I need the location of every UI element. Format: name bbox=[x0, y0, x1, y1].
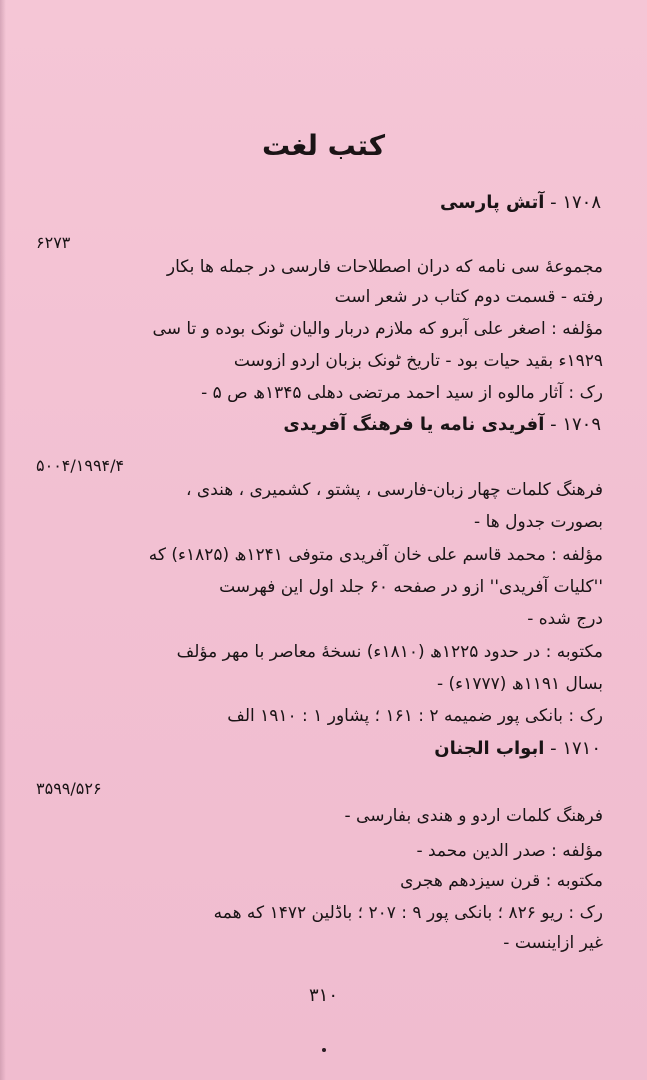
entry-text-line: ۱۹۲۹ء بقید حیات بود - تاریخ ٹونک بزبان اردو ازوست bbox=[233, 351, 603, 371]
entry-text-line: مؤلفه : اصغر علی آبرو که ملازم دربار والیان ٹونک بوده و تا سی bbox=[152, 319, 603, 339]
entry-text-line: رفته - قسمت دوم کتاب در شعر است bbox=[334, 287, 603, 307]
entry-reference-number: ۳۵۹۹/۵۲۶ bbox=[36, 779, 102, 798]
entry-heading bbox=[434, 736, 601, 762]
entry-text-line: رک : بانکی پور ضمیمه ۲ : ۱۶۱ ؛ پشاور ۱ : ۱۹۱۰ الف bbox=[227, 706, 603, 726]
entry-text-line: مجموعهٔ سی نامه که دران اصطلاحات فارسی در جمله ها بکار bbox=[166, 257, 603, 277]
entry-text-line: بسال ۱۱۹۱ھ (۱۷۷۷ء) - bbox=[437, 674, 603, 694]
entry-name: ابواب الجنان bbox=[434, 738, 545, 759]
page-number: ۳۱۰ bbox=[308, 985, 338, 1006]
entry-text-line: مؤلفه : محمد قاسم علی خان آفریدی متوفی ۱۲۴۱ھ (۱۸۲۵ء) که bbox=[148, 545, 603, 565]
entry-text-line: بصورت جدول ها - bbox=[474, 512, 603, 532]
entry-name: آفریدی نامه یا فرهنگ آفریدی bbox=[283, 414, 545, 435]
entry-reference-number: ۵۰۰۴/۱۹۹۴/۴ bbox=[36, 456, 125, 475]
entry-number: ۱۷۰۹ - bbox=[550, 414, 601, 435]
entry-text-line: مکتوبه : در حدود ۱۲۲۵ھ (۱۸۱۰ء) نسخهٔ معاصر با مهر مؤلف bbox=[176, 642, 603, 662]
entry-name: آتش پارسی bbox=[439, 192, 545, 213]
entry-text-line: مؤلفه : صدر الدین محمد - bbox=[416, 841, 603, 861]
entry-text-line: غیر ازاینست - bbox=[503, 933, 603, 953]
entry-number: ۱۷۰۸ - bbox=[550, 192, 601, 213]
entry-text-line: مکتوبه : قرن سیزدهم هجری bbox=[400, 871, 603, 891]
entry-text-line: درج شده - bbox=[527, 609, 603, 629]
ink-speck bbox=[322, 1048, 326, 1052]
entry-text-line: رک : آثار مالوه از سید احمد مرتضی دهلی ۱۳۴۵ھ ص ۵ - bbox=[201, 383, 603, 403]
entry-heading bbox=[440, 190, 601, 216]
page-title: کتب لغت bbox=[261, 129, 386, 162]
entry-reference-number: ۶۲۷۳ bbox=[36, 233, 71, 252]
entry-number: ۱۷۱۰ - bbox=[550, 738, 601, 759]
entry-text-line: فرهنگ کلمات اردو و هندی بفارسی - bbox=[344, 806, 603, 826]
entry-text-line: فرهنگ کلمات چهار زبان-فارسی ، پشتو ، کشمیری ، هندی ، bbox=[186, 480, 603, 500]
entry-text-line: رک : ریو ۸۲۶ ؛ بانکی پور ۹ : ۲۰۷ ؛ باڈلین ۱۴۷۲ که همه bbox=[213, 903, 603, 923]
entry-text-line: ''کلیات آفریدی'' ازو در صفحه ۶۰ جلد اول این فهرست bbox=[219, 577, 603, 597]
entry-heading bbox=[283, 412, 601, 438]
